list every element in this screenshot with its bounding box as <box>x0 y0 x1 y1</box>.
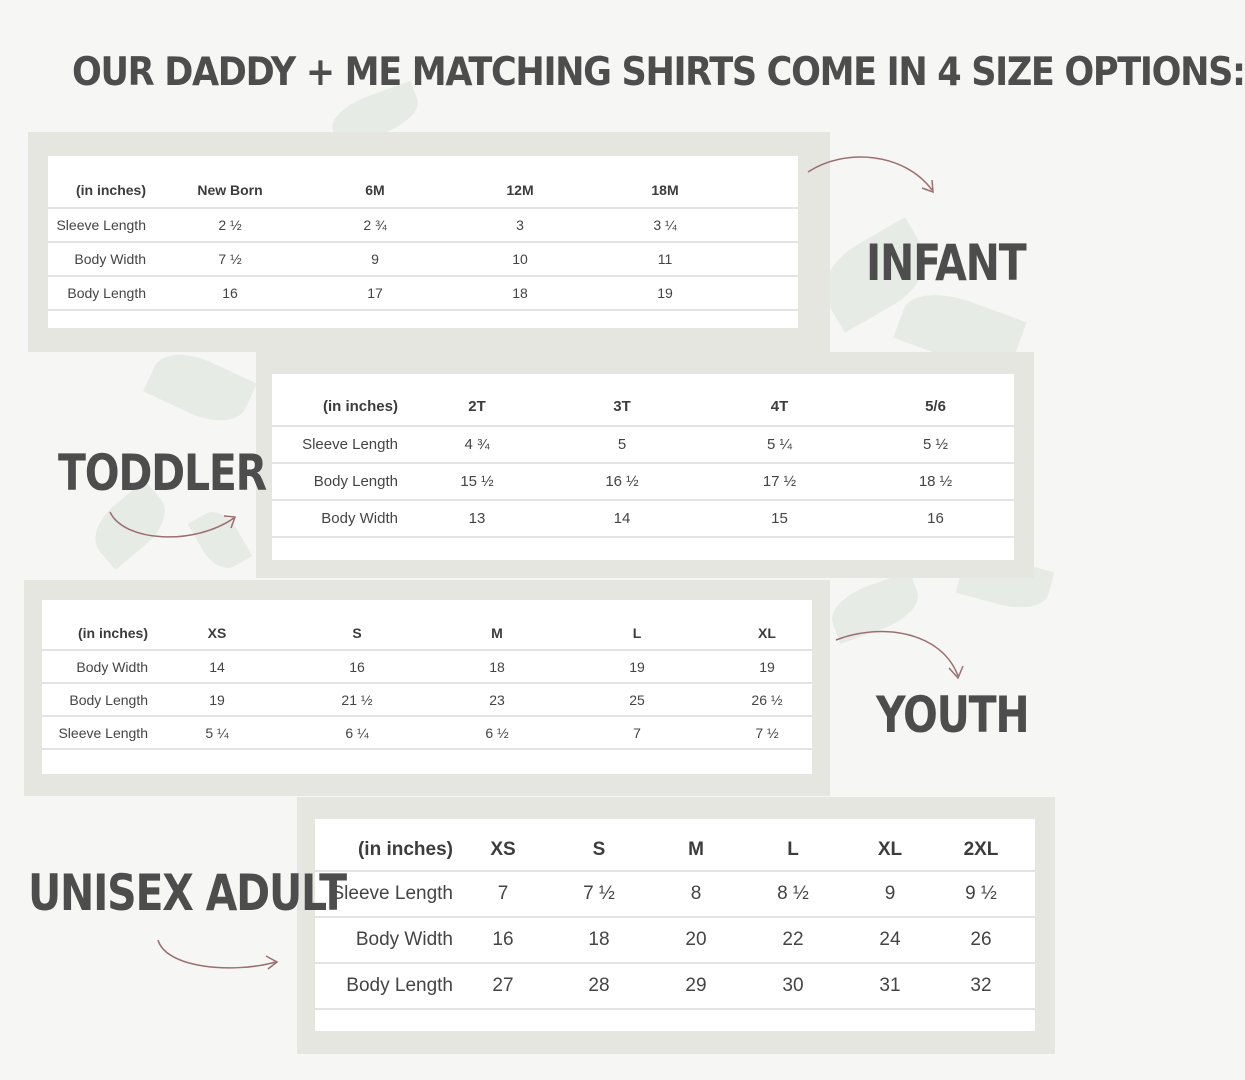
table-row <box>48 208 798 242</box>
table-cell: 9 <box>853 871 927 917</box>
table-cell: 26 ½ <box>722 683 812 716</box>
row-label: Body Width <box>315 917 467 963</box>
table-header-cell: M <box>688 838 704 860</box>
table-cell: 18 <box>442 650 552 683</box>
eucalyptus-leaf-background <box>143 341 257 433</box>
table-row <box>272 500 1014 537</box>
table-row <box>48 276 798 310</box>
table-cell: 17 ½ <box>702 463 857 500</box>
adult-table-sheet <box>315 819 1035 1031</box>
table-header-cell: 3T <box>613 398 631 415</box>
table-header-cell: (in inches) <box>357 838 453 860</box>
table-cell: 8 ½ <box>733 871 853 917</box>
row-label: Body Width <box>42 650 162 683</box>
table-header-cell: XS <box>207 624 227 641</box>
curved-arrow-icon <box>152 934 287 979</box>
table-cell: 18 <box>450 276 590 310</box>
table-cell: 16 <box>467 917 539 963</box>
table-cell: 5 ¼ <box>162 716 272 749</box>
row-label: Sleeve Length <box>315 871 467 917</box>
row-label: Body Length <box>48 276 160 310</box>
table-cell: 19 <box>722 650 812 683</box>
youth-table-sheet <box>42 600 812 774</box>
row-label: Body Length <box>42 683 162 716</box>
table-header-cell: M <box>491 624 503 641</box>
table-cell: 16 ½ <box>542 463 702 500</box>
curved-arrow-icon <box>104 506 244 551</box>
table-cell: 22 <box>733 917 853 963</box>
page-title: OUR DADDY + ME MATCHING SHIRTS COME IN 4 SIZE OPTIONS: <box>72 50 1245 95</box>
table-cell: 23 <box>442 683 552 716</box>
table-cell: 17 <box>300 276 450 310</box>
table-cell: 30 <box>733 963 853 1009</box>
table-cell: 7 ½ <box>539 871 659 917</box>
table-cell: 29 <box>659 963 733 1009</box>
table-cell: 3 ¼ <box>590 208 740 242</box>
table-row <box>315 917 1035 963</box>
table-header-cell: 12M <box>506 181 534 198</box>
table-header-cell: 5/6 <box>925 398 946 415</box>
table-header-cell: S <box>592 838 606 860</box>
table-cell: 3 <box>450 208 590 242</box>
table-cell: 32 <box>927 963 1035 1009</box>
table-cell: 28 <box>539 963 659 1009</box>
table-cell: 6 ½ <box>442 716 552 749</box>
table-cell: 21 ½ <box>272 683 442 716</box>
table-cell: 14 <box>162 650 272 683</box>
table-header-cell: L <box>787 838 799 860</box>
table-cell: 9 <box>300 242 450 276</box>
table-cell: 19 <box>590 276 740 310</box>
table-header-cell: New Born <box>197 181 263 198</box>
table-cell: 16 <box>857 500 1014 537</box>
table-cell: 13 <box>412 500 542 537</box>
table-row <box>315 963 1035 1009</box>
unisex-adult-label: UNISEX ADULT <box>28 864 346 922</box>
table-row <box>315 871 1035 917</box>
table-row <box>42 683 812 716</box>
table-header-cell: XL <box>758 624 776 641</box>
infant-label: INFANT <box>866 234 1026 292</box>
row-label: Sleeve Length <box>272 426 412 463</box>
row-label: Sleeve Length <box>42 716 162 749</box>
toddler-label: TODDLER <box>58 444 266 502</box>
table-cell: 7 <box>552 716 722 749</box>
table-header-cell: 18M <box>651 181 679 198</box>
table-cell: 11 <box>590 242 740 276</box>
table-cell: 5 ½ <box>857 426 1014 463</box>
table-header-cell: 4T <box>770 398 789 415</box>
table-cell: 4 ¾ <box>412 426 542 463</box>
table-header-cell: (in inches) <box>322 398 398 415</box>
table-cell: 5 ¼ <box>702 426 857 463</box>
adult-table-frame <box>297 797 1055 1054</box>
table-cell: 19 <box>552 650 722 683</box>
row-label: Body Length <box>272 463 412 500</box>
table-cell: 9 ½ <box>927 871 1035 917</box>
table-cell: 2 ¾ <box>300 208 450 242</box>
table-row <box>272 463 1014 500</box>
table-cell: 18 ½ <box>857 463 1014 500</box>
table-row <box>272 426 1014 463</box>
table-cell: 5 <box>542 426 702 463</box>
table-header-cell: XS <box>490 838 516 860</box>
row-label: Body Width <box>48 242 160 276</box>
curved-arrow-icon <box>832 624 972 684</box>
table-cell: 25 <box>552 683 722 716</box>
youth-label: YOUTH <box>876 686 1029 744</box>
table-header-cell: S <box>352 624 362 641</box>
table-cell: 24 <box>853 917 927 963</box>
table-cell: 20 <box>659 917 733 963</box>
table-header-cell: 2XL <box>963 838 999 860</box>
row-label: Sleeve Length <box>48 208 160 242</box>
youth-table-frame <box>24 580 830 796</box>
table-cell: 27 <box>467 963 539 1009</box>
toddler-table-frame <box>256 352 1034 578</box>
table-cell: 7 ½ <box>160 242 300 276</box>
table-cell: 2 ½ <box>160 208 300 242</box>
table-cell: 16 <box>160 276 300 310</box>
table-cell: 15 <box>702 500 857 537</box>
infant-table-sheet <box>48 156 798 328</box>
table-header-cell: XL <box>877 838 903 860</box>
adult-size-table <box>315 829 1035 1010</box>
table-header-cell: (in inches) <box>77 624 148 641</box>
youth-size-table <box>42 616 812 750</box>
table-header-cell: L <box>632 624 642 641</box>
table-cell: 31 <box>853 963 927 1009</box>
infant-table-frame <box>28 132 830 352</box>
table-row <box>42 650 812 683</box>
row-label: Body Width <box>272 500 412 537</box>
table-cell: 26 <box>927 917 1035 963</box>
table-cell: 18 <box>539 917 659 963</box>
curved-arrow-icon <box>804 148 944 203</box>
table-cell: 8 <box>659 871 733 917</box>
table-header-cell: 6M <box>365 181 385 198</box>
table-row <box>48 242 798 276</box>
table-cell: 6 ¼ <box>272 716 442 749</box>
table-cell: 16 <box>272 650 442 683</box>
toddler-table-sheet <box>272 374 1014 560</box>
table-cell: 15 ½ <box>412 463 542 500</box>
table-cell: 7 <box>467 871 539 917</box>
toddler-size-table <box>272 388 1014 538</box>
table-cell: 7 ½ <box>722 716 812 749</box>
row-label: Body Length <box>315 963 467 1009</box>
table-cell: 14 <box>542 500 702 537</box>
infant-size-table <box>48 172 798 311</box>
table-row <box>42 716 812 749</box>
table-header-cell: (in inches) <box>75 181 146 198</box>
table-header-cell: 2T <box>468 398 486 415</box>
table-cell: 19 <box>162 683 272 716</box>
table-cell: 10 <box>450 242 590 276</box>
